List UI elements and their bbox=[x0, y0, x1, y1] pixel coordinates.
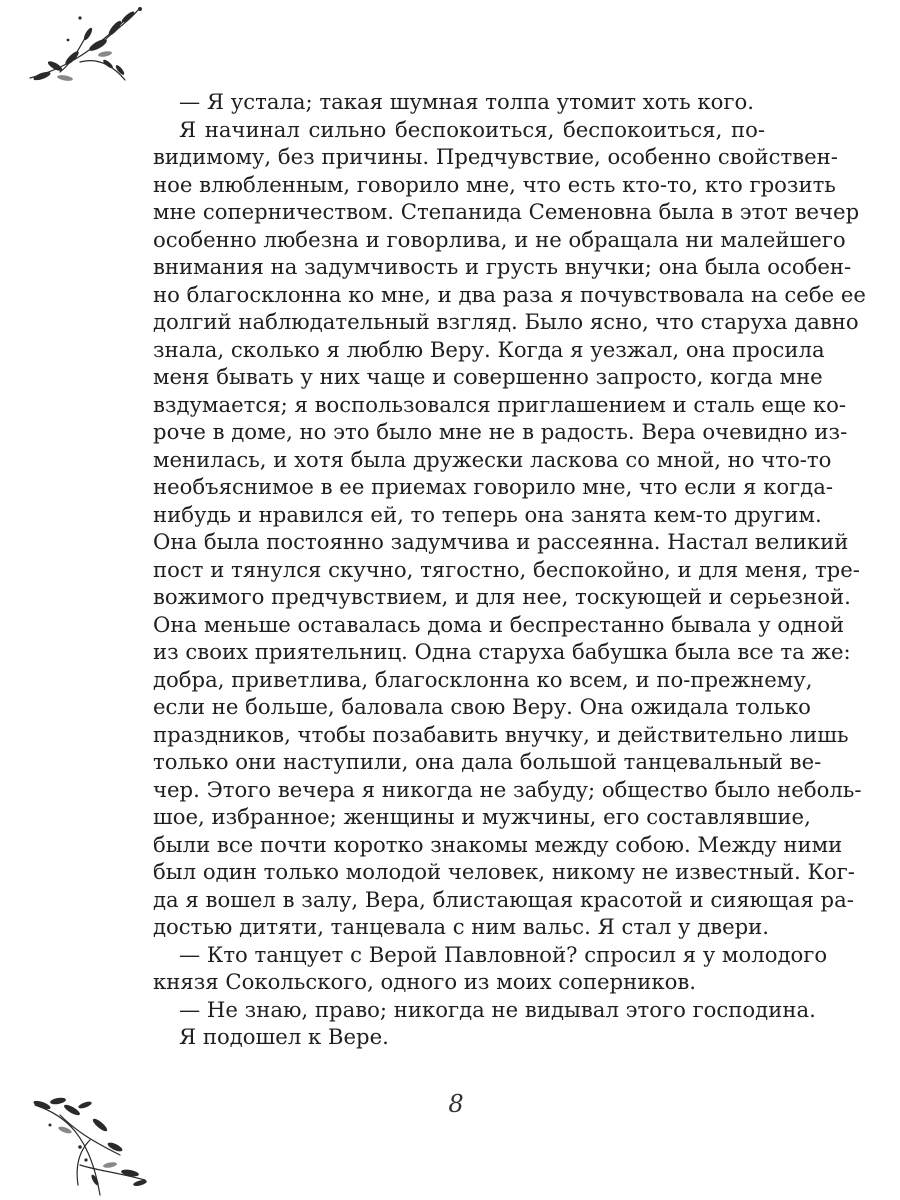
body-text bbox=[153, 88, 866, 1051]
text-line: но благосклонна ко мне, и два раза я почувствовала на себе ее bbox=[153, 281, 866, 307]
text-line: необъяснимое в ее приемах говорило мне, что если я когда- bbox=[153, 474, 834, 499]
text-line: чер. Этого вечера я никогда не забуду; общество было неболь- bbox=[153, 776, 862, 802]
text-line: — Не знаю, право; никогда не видывал этого господина. bbox=[179, 996, 816, 1022]
text-line: видимому, без причины. Предчувствие, особенно свойствен- bbox=[153, 144, 838, 169]
text-line: из своих приятельниц. Одна старуха бабушка была все та же: bbox=[153, 639, 851, 664]
text-line: нибудь и нравился ей, то теперь она занята кем-то другим. bbox=[153, 501, 822, 527]
text-line: внимания на задумчивость и грусть внучки; она была особен- bbox=[153, 254, 852, 279]
text-line: Она была постоянно задумчива и рассеянна. Настал великий bbox=[153, 529, 849, 554]
text-line: Она меньше оставалась дома и беспрестанно бывала у одной bbox=[153, 611, 845, 637]
floral-ornament-top bbox=[20, 0, 170, 110]
text-line: роче в доме, но это было мне не в радость. Вера очевидно из- bbox=[153, 419, 848, 444]
text-line: достью дитяти, танцевала с ним вальс. Я стал у двери. bbox=[153, 914, 770, 939]
text-line: ное влюбленным, говорило мне, что есть кто-то, кто грозить bbox=[153, 171, 836, 197]
text-line: да я вошел в залу, Вера, блистающая красотой и сияющая ра- bbox=[153, 886, 854, 912]
text-line: — Кто танцует с Верой Павловной? спросил я у молодого bbox=[179, 941, 828, 967]
text-line: праздников, чтобы позабавить внучку, и действительно лишь bbox=[153, 721, 849, 747]
text-line: знала, сколько я люблю Веру. Когда я уезжал, она просила bbox=[153, 336, 825, 362]
text-line: князя Сокольского, одного из моих соперников. bbox=[153, 969, 697, 994]
text-line: пост и тянулся скучно, тягостно, беспокойно, и для меня, тре- bbox=[153, 556, 860, 582]
text-line: — Я устала; такая шумная толпа утомит хоть кого. bbox=[179, 89, 754, 114]
text-line: вожимого предчувствием, и для нее, тоскующей и серьезной. bbox=[153, 584, 851, 609]
text-line: меня бывать у них чаще и совершенно запросто, когда мне bbox=[153, 364, 823, 389]
floral-ornament-bottom bbox=[20, 1085, 170, 1200]
text-line: менилась, и хотя была дружески ласкова со мной, но что-то bbox=[153, 446, 832, 472]
text-line: Я подошел к Вере. bbox=[179, 1024, 389, 1049]
text-line: Я начинал сильно беспокоиться, беспокоиться, по- bbox=[179, 116, 765, 142]
text-line: долгий наблюдательный взгляд. Было ясно, что старуха давно bbox=[153, 309, 859, 334]
text-line: если не больше, баловала свою Веру. Она ожидала только bbox=[153, 694, 811, 719]
text-line: только они наступили, она дала большой танцевальный ве- bbox=[153, 749, 822, 774]
text-line: вздумается; я воспользовался приглашением и сталь еще ко- bbox=[153, 391, 847, 417]
page-number: 8 bbox=[448, 1090, 464, 1118]
text-line: особенно любезна и говорлива, и не обращала ни малейшего bbox=[153, 226, 846, 252]
text-line: был один только молодой человек, никому не известный. Ког- bbox=[153, 859, 855, 884]
text-line: мне соперничеством. Степанида Семеновна была в этот вечер bbox=[153, 199, 860, 224]
text-line: были все почти коротко знакомы между собою. Между ними bbox=[153, 831, 843, 857]
text-line: добра, приветлива, благосклонна ко всем, и по-прежнему, bbox=[153, 666, 813, 692]
text-line: шое, избранное; женщины и мужчины, его составлявшие, bbox=[153, 804, 811, 829]
